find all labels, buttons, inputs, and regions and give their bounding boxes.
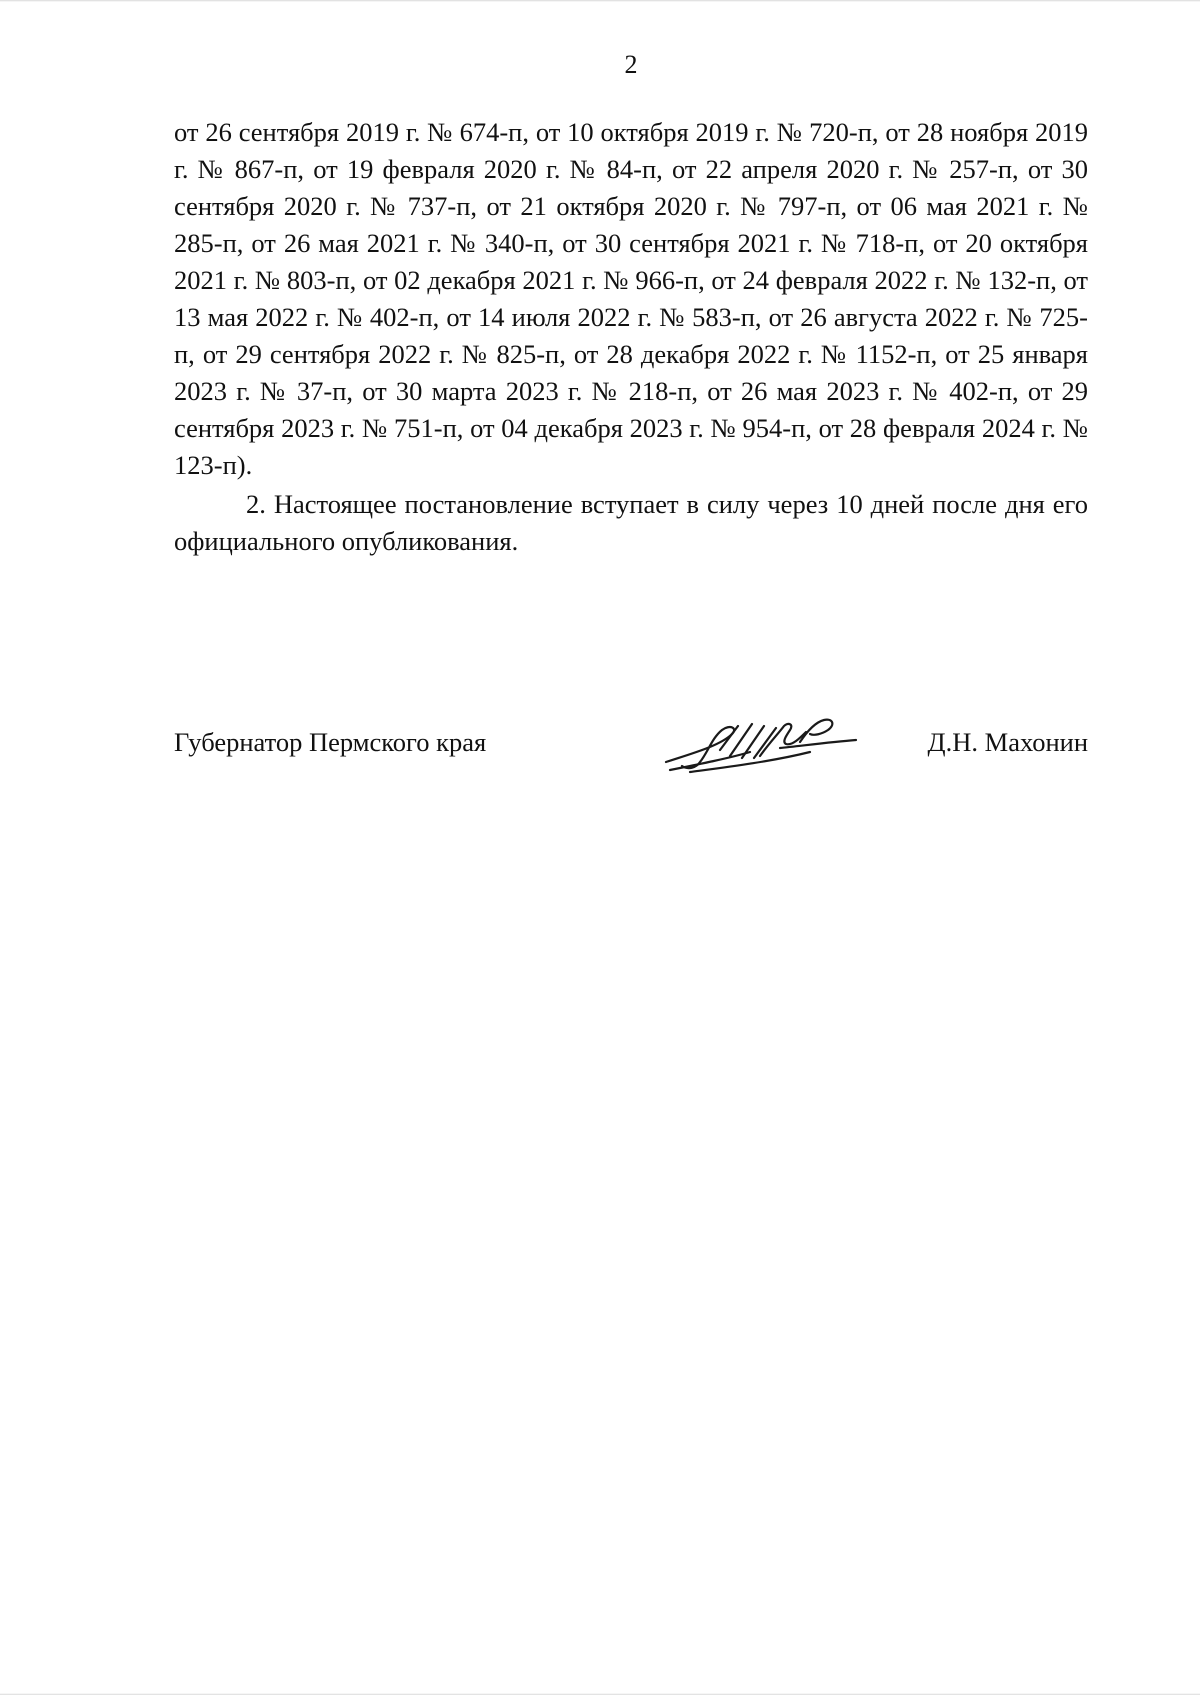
effective-date-paragraph: 2. Настоящее постановление вступает в силу через 10 дней после дня его официального опубликования.	[174, 489, 1088, 556]
document-body	[174, 114, 1088, 560]
signature-block	[174, 712, 1088, 782]
handwritten-signature	[660, 712, 860, 778]
page-number: 2	[624, 50, 638, 79]
scan-top-edge	[0, 0, 1200, 2]
signatory-name: Д.Н. Махонин	[927, 727, 1088, 757]
amendments-list-paragraph: от 26 сентября 2019 г. № 674-п, от 10 октября 2019 г. № 720-п, от 28 ноября 2019 г. № 867-п, от 19 февраля 2020 г. № 84-п, от 22 апреля 2020 г. № 257-п, от 30 сентября 2020 г. № 737-п, от 21 октября 2020 г. № 797-п, от 06 мая 2021 г. № 285-п, от 26 мая 2021 г. № 340-п, от 30 сентября 2021 г. № 718-п, от 20 октября 2021 г. № 803-п, от 02 декабря 2021 г. № 966-п, от 24 февраля 2022 г. № 132-п, от 13 мая 2022 г. № 402-п, от 14 июля 2022 г. № 583-п, от 26 августа 2022 г. № 725-п, от 29 сентября 2022 г. № 825-п, от 28 декабря 2022 г. № 1152-п, от 25 января 2023 г. № 37-п, от 30 марта 2023 г. № 218-п, от 26 мая 2023 г. № 402-п, от 29 сентября 2023 г. № 751-п, от 04 декабря 2023 г. № 954-п, от 28 февраля 2024 г. № 123-п).	[174, 117, 1088, 480]
signatory-position: Губернатор Пермского края	[174, 727, 487, 757]
